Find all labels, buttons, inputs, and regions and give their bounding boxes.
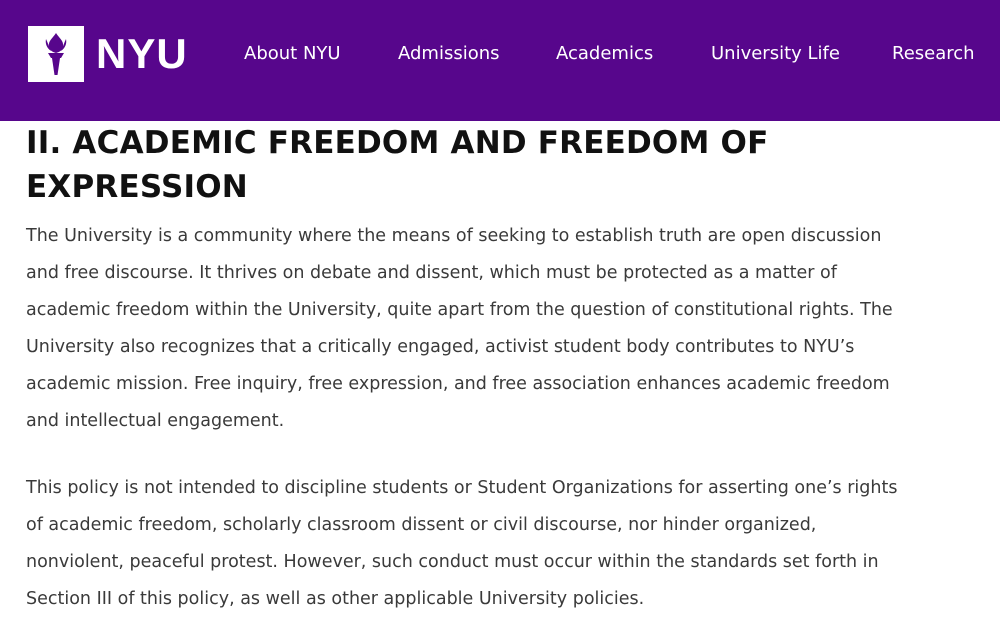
logo-text: NYU	[96, 30, 188, 77]
policy-paragraph: The University is a community where the means of seeking to establish truth are open discussion and free discourse. It thrives on debate and dissent, which must be protected as a matter of academic freedom within the University, quite apart from the question of constitutional rights. The University also recognizes that a critically engaged, activist student body contributes to NYU’s academic mission. Free inquiry, free expression, and free association enhances academic freedom and intellectual engagement.	[26, 226, 893, 431]
main-nav	[0, 42, 1000, 66]
nav-academics[interactable]: Academics	[556, 43, 654, 64]
policy-paragraph: This policy is not intended to discipline students or Student Organizations for asserting one’s rights of academic freedom, scholarly classroom dissent or civil discourse, nor hinder organized, nonviolent, peaceful protest. However, such conduct must occur within the standards set forth in Section III of this policy, as well as other applicable University policies.	[26, 478, 898, 609]
nav-admissions[interactable]: Admissions	[398, 43, 500, 64]
nav-university-life[interactable]: University Life	[711, 43, 840, 64]
nav-research[interactable]: Research	[892, 43, 975, 64]
nav-about-nyu[interactable]: About NYU	[244, 43, 341, 64]
site-header	[0, 0, 1000, 121]
policy-content	[26, 121, 926, 618]
section-heading: II. ACADEMIC FREEDOM AND FREEDOM OF EXPRESSION	[26, 125, 769, 205]
